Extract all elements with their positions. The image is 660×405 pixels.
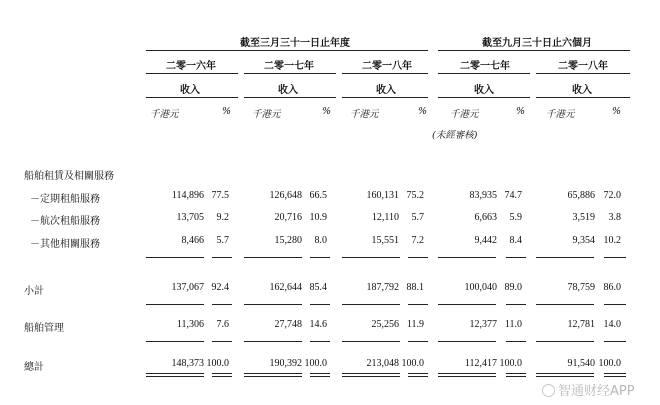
percent-cell: 14.0: [603, 319, 621, 330]
unit-pct-3: %: [418, 106, 428, 117]
subtotal-rule: [244, 257, 302, 258]
amount-cell: 20,716: [274, 212, 302, 223]
percent-cell: 86.0: [603, 282, 621, 293]
year-header-3: 二零一八年: [362, 61, 412, 72]
subtotal-rule: [604, 257, 626, 258]
revenue-header-2: 收入: [278, 85, 298, 96]
subtotal-rule: [408, 257, 428, 258]
percent-cell: 77.5: [211, 190, 229, 201]
percent-cell: 100.0: [401, 358, 424, 369]
subtotal-bottom-rule: [342, 304, 400, 305]
amount-cell: 137,067: [171, 282, 204, 293]
total-rule: [408, 341, 428, 342]
percent-cell: 75.2: [406, 190, 424, 201]
total-rule: [310, 341, 330, 342]
amount-cell: 27,748: [274, 319, 302, 330]
amount-cell: 65,886: [567, 190, 595, 201]
unit-hkd-2: 千港元: [252, 109, 281, 120]
amount-cell: 15,280: [274, 235, 302, 246]
percent-cell: 66.5: [309, 190, 327, 201]
percent-cell: 92.4: [211, 282, 229, 293]
total-double-rule: [212, 373, 232, 377]
amount-cell: 12,377: [469, 319, 497, 330]
interim-group-rule: [438, 50, 630, 51]
total-double-rule: [536, 373, 594, 377]
amount-cell: 91,540: [567, 358, 595, 369]
revenue-rule-1: [146, 97, 238, 98]
subtotal-bottom-rule: [604, 304, 626, 305]
amount-cell: 12,781: [567, 319, 595, 330]
amount-cell: 12,110: [371, 212, 399, 223]
subtotal-bottom-rule: [408, 304, 428, 305]
amount-cell: 11,306: [176, 319, 204, 330]
total-rule: [212, 341, 232, 342]
unaudited-note: (未經審核): [432, 130, 478, 141]
unit-pct-5: %: [612, 106, 622, 117]
revenue-header-4: 收入: [474, 85, 494, 96]
amount-cell: 190,392: [269, 358, 302, 369]
amount-cell: 126,648: [269, 190, 302, 201]
percent-cell: 89.0: [504, 282, 522, 293]
percent-cell: 8.4: [509, 235, 522, 246]
total-rule: [506, 341, 526, 342]
percent-cell: 85.4: [309, 282, 327, 293]
year-rule-4: [438, 73, 530, 74]
amount-cell: 100,040: [464, 282, 497, 293]
amount-cell: 83,935: [469, 190, 497, 201]
unit-hkd-4: 千港元: [450, 109, 479, 120]
total-rule: [244, 341, 302, 342]
row-label: 小計: [24, 286, 44, 297]
total-double-rule: [408, 373, 428, 377]
watermark: [542, 380, 635, 399]
percent-cell: 88.1: [406, 282, 424, 293]
year-header-1: 二零一六年: [166, 61, 216, 72]
unit-hkd-5: 千港元: [546, 109, 575, 120]
amount-cell: 78,759: [567, 282, 595, 293]
year-rule-3: [342, 73, 428, 74]
total-double-rule: [146, 373, 204, 377]
percent-cell: 10.9: [309, 212, 327, 223]
amount-cell: 15,551: [371, 235, 399, 246]
subtotal-bottom-rule: [310, 304, 330, 305]
row-label: 船舶管理: [24, 323, 64, 334]
unit-pct-4: %: [516, 106, 526, 117]
section-title: 船舶租賃及相關服務: [24, 171, 114, 182]
percent-cell: 5.9: [509, 212, 522, 223]
percent-cell: 14.6: [309, 319, 327, 330]
subtotal-rule: [212, 257, 232, 258]
year-header-5: 二零一八年: [558, 61, 608, 72]
total-double-rule: [244, 373, 302, 377]
amount-cell: 213,048: [366, 358, 399, 369]
subtotal-rule: [536, 257, 594, 258]
subtotal-rule: [146, 257, 204, 258]
amount-cell: 112,417: [464, 358, 497, 369]
total-rule: [604, 341, 626, 342]
revenue-rule-5: [536, 97, 630, 98]
amount-cell: 148,373: [171, 358, 204, 369]
percent-cell: 8.0: [314, 235, 327, 246]
percent-cell: 11.0: [504, 319, 522, 330]
revenue-header-3: 收入: [376, 85, 396, 96]
total-double-rule: [506, 373, 526, 377]
total-rule: [146, 341, 204, 342]
percent-cell: 3.8: [608, 212, 621, 223]
year-rule-1: [146, 73, 238, 74]
amount-cell: 9,442: [474, 235, 497, 246]
revenue-rule-3: [342, 97, 428, 98]
watermark-text: 智通财经APP: [558, 384, 635, 399]
percent-cell: 100.0: [598, 358, 621, 369]
fiscal-year-group-header: 截至三月三十一日止年度: [240, 38, 350, 49]
year-header-2: 二零一七年: [264, 61, 314, 72]
amount-cell: 187,792: [366, 282, 399, 293]
amount-cell: 13,705: [176, 212, 204, 223]
total-rule: [536, 341, 594, 342]
subtotal-bottom-rule: [244, 304, 302, 305]
fiscal-group-rule: [146, 50, 428, 51]
amount-cell: 9,354: [572, 235, 595, 246]
total-double-rule: [438, 373, 496, 377]
percent-cell: 74.7: [504, 190, 522, 201]
revenue-header-1: 收入: [180, 85, 200, 96]
subtotal-bottom-rule: [506, 304, 526, 305]
revenue-header-5: 收入: [572, 85, 592, 96]
percent-cell: 7.2: [411, 235, 424, 246]
percent-cell: 11.9: [406, 319, 424, 330]
year-rule-5: [536, 73, 630, 74]
unit-pct-1: %: [222, 106, 232, 117]
subtotal-rule: [342, 257, 400, 258]
percent-cell: 5.7: [411, 212, 424, 223]
percent-cell: 72.0: [603, 190, 621, 201]
revenue-rule-2: [244, 97, 336, 98]
percent-cell: 100.0: [304, 358, 327, 369]
amount-cell: 25,256: [371, 319, 399, 330]
unit-hkd-1: 千港元: [150, 109, 179, 120]
subtotal-rule: [438, 257, 496, 258]
subtotal-bottom-rule: [146, 304, 204, 305]
subtotal-bottom-rule: [212, 304, 232, 305]
year-rule-2: [244, 73, 336, 74]
subtotal-bottom-rule: [438, 304, 496, 305]
percent-cell: 100.0: [499, 358, 522, 369]
total-rule: [438, 341, 496, 342]
unit-pct-2: %: [322, 106, 332, 117]
revenue-rule-4: [438, 97, 530, 98]
subtotal-rule: [506, 257, 526, 258]
percent-cell: 9.2: [216, 212, 229, 223]
subtotal-rule: [310, 257, 330, 258]
percent-cell: 10.2: [603, 235, 621, 246]
watermark-logo-icon: [542, 384, 555, 397]
percent-cell: 7.6: [216, 319, 229, 330]
percent-cell: 100.0: [206, 358, 229, 369]
total-double-rule: [342, 373, 400, 377]
year-header-4: 二零一七年: [460, 61, 510, 72]
amount-cell: 160,131: [366, 190, 399, 201]
total-rule: [342, 341, 400, 342]
amount-cell: 8,466: [181, 235, 204, 246]
subtotal-bottom-rule: [536, 304, 594, 305]
amount-cell: 162,644: [269, 282, 302, 293]
percent-cell: 5.7: [216, 235, 229, 246]
total-double-rule: [310, 373, 330, 377]
row-label: －航次租船服務: [30, 216, 100, 227]
row-label: －其他相關服務: [30, 239, 100, 250]
amount-cell: 114,896: [171, 190, 204, 201]
row-label: 總計: [24, 362, 44, 373]
total-double-rule: [604, 373, 626, 377]
unit-hkd-3: 千港元: [350, 109, 379, 120]
amount-cell: 6,663: [474, 212, 497, 223]
row-label: －定期租船服務: [30, 194, 100, 205]
amount-cell: 3,519: [572, 212, 595, 223]
interim-group-header: 截至九月三十日止六個月: [482, 38, 592, 49]
